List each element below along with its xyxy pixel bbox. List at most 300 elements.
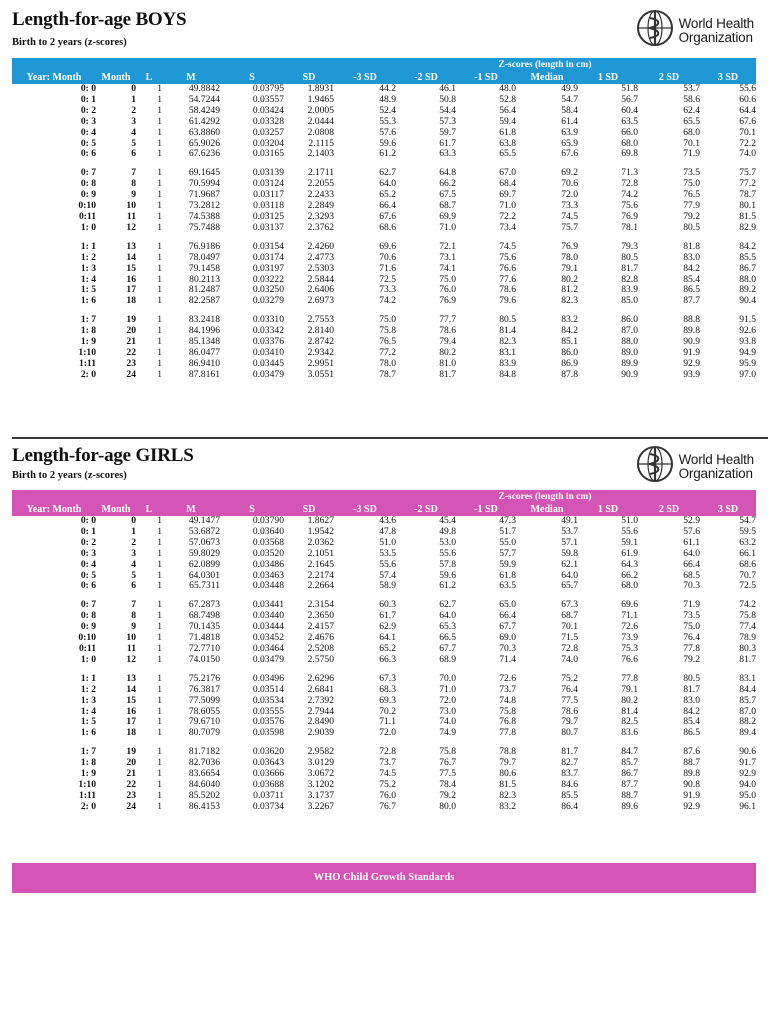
table-cell: 2.6841 bbox=[307, 683, 334, 695]
table-cell: 23 bbox=[126, 357, 136, 369]
table-cell: 1: 1 bbox=[80, 240, 96, 252]
table-cell: 0.03118 bbox=[253, 200, 284, 212]
table-cell: 18 bbox=[126, 727, 136, 739]
table-cell: 72.2 bbox=[739, 137, 756, 149]
column-header: 1 SD bbox=[578, 71, 638, 84]
column-header: 1 SD bbox=[578, 503, 638, 516]
table-cell: 81.8 bbox=[683, 240, 700, 252]
table-cell: 81.5 bbox=[739, 210, 756, 222]
table-cell: 80.7079 bbox=[188, 727, 220, 739]
table-cell: 72.0 bbox=[439, 694, 456, 706]
table-cell: 73.4 bbox=[499, 221, 516, 233]
table-cell: 74.9 bbox=[439, 727, 456, 739]
table-cell: 88.7 bbox=[621, 789, 638, 801]
table-cell: 46.1 bbox=[439, 83, 456, 94]
table-cell: 3.0672 bbox=[307, 768, 334, 780]
column-header: S bbox=[220, 71, 284, 84]
table-cell: 55.6 bbox=[739, 83, 756, 94]
table-cell: 81.4 bbox=[621, 705, 638, 717]
table-cell: 54.7 bbox=[561, 93, 578, 105]
table-cell: 67.3 bbox=[561, 599, 578, 611]
table-cell: 2.9342 bbox=[307, 346, 334, 358]
table-cell: 61.2 bbox=[439, 580, 456, 592]
table-cell: 76.7 bbox=[439, 757, 456, 769]
table-cell: 1 bbox=[157, 558, 162, 570]
table-cell: 78.0497 bbox=[188, 251, 220, 263]
table-cell: 75.7488 bbox=[188, 221, 220, 233]
table-cell: 85.7 bbox=[621, 757, 638, 769]
column-header: Month bbox=[96, 71, 136, 84]
table-row bbox=[12, 696, 756, 707]
table-cell: 71.5 bbox=[561, 632, 578, 644]
table-cell: 75.8 bbox=[739, 610, 756, 622]
table-cell: 1 bbox=[157, 178, 162, 190]
table-cell: 1 bbox=[157, 621, 162, 633]
table-cell: 49.1 bbox=[561, 515, 578, 526]
table-cell: 6 bbox=[131, 148, 136, 160]
table-cell: 87.7 bbox=[683, 295, 700, 307]
table-cell: 86.0 bbox=[621, 314, 638, 326]
table-cell: 1 bbox=[157, 368, 162, 380]
table-cell: 86.9410 bbox=[188, 357, 220, 369]
table-cell: 82.8 bbox=[621, 273, 638, 285]
table-cell: 1 bbox=[157, 93, 162, 105]
table-cell: 79.6 bbox=[499, 295, 516, 307]
table-cell: 86.4 bbox=[561, 800, 578, 812]
table-cell: 67.2873 bbox=[188, 599, 220, 611]
column-header: S bbox=[220, 503, 284, 516]
table-cell: 82.2587 bbox=[188, 295, 220, 307]
table-cell: 78.4 bbox=[439, 778, 456, 790]
table-cell: 55.6 bbox=[379, 558, 396, 570]
table-cell: 63.5 bbox=[499, 580, 516, 592]
table-cell: 13 bbox=[126, 240, 136, 252]
table-cell: 83.9 bbox=[499, 357, 516, 369]
table-cell: 1 bbox=[157, 325, 162, 337]
table-cell: 9 bbox=[131, 621, 136, 633]
table-cell: 14 bbox=[126, 251, 136, 263]
table-cell: 53.6872 bbox=[188, 525, 220, 537]
table-cell: 2.1645 bbox=[307, 558, 334, 570]
table-cell: 3.1737 bbox=[307, 789, 334, 801]
table-cell: 1: 4 bbox=[80, 273, 96, 285]
table-cell: 86.5 bbox=[683, 284, 700, 296]
table-cell: 24 bbox=[126, 800, 136, 812]
table-cell: 63.2 bbox=[739, 536, 756, 548]
table-cell: 62.7 bbox=[379, 167, 396, 179]
table-cell: 85.1348 bbox=[188, 336, 220, 348]
table-cell: 0.03620 bbox=[252, 746, 284, 758]
column-header: M bbox=[162, 503, 220, 516]
table-cell: 84.2 bbox=[683, 705, 700, 717]
table-cell: 80.2113 bbox=[189, 273, 220, 285]
table-cell: 68.3 bbox=[379, 683, 396, 695]
table-cell: 53.7 bbox=[683, 83, 700, 94]
table-cell: 72.0 bbox=[561, 189, 578, 201]
table-cell: 0.03376 bbox=[252, 336, 284, 348]
column-header: L bbox=[136, 503, 162, 516]
table-cell: 0.03463 bbox=[252, 569, 284, 581]
table-cell: 82.5 bbox=[621, 716, 638, 728]
table-cell: 3 bbox=[131, 547, 136, 559]
table-cell: 67.5 bbox=[439, 189, 456, 201]
table-cell: 2.5208 bbox=[307, 642, 334, 654]
table-cell: 1 bbox=[157, 262, 162, 274]
table-cell: 0:11 bbox=[78, 210, 96, 222]
table-cell: 2.0005 bbox=[307, 104, 334, 116]
table-cell: 1: 6 bbox=[80, 727, 96, 739]
table-cell: 22 bbox=[126, 346, 136, 358]
table-cell: 16 bbox=[126, 705, 136, 717]
table-cell: 1: 7 bbox=[80, 314, 96, 326]
column-header: 2 SD bbox=[638, 71, 700, 84]
table-cell: 78.7 bbox=[739, 189, 756, 201]
table-cell: 80.0 bbox=[439, 800, 456, 812]
table-cell: 78.6055 bbox=[188, 705, 220, 717]
table-cell: 77.9 bbox=[683, 200, 700, 212]
table-cell: 0.03139 bbox=[252, 167, 284, 179]
table-cell: 62.9 bbox=[379, 621, 396, 633]
table-cell: 1: 9 bbox=[80, 768, 96, 780]
table-cell: 75.6 bbox=[499, 251, 516, 263]
table-cell: 17 bbox=[126, 716, 136, 728]
table-cell: 59.8 bbox=[561, 547, 578, 559]
table-cell: 0:10 bbox=[78, 632, 96, 644]
table-cell: 0.03486 bbox=[252, 558, 284, 570]
table-cell: 0.03137 bbox=[252, 221, 284, 233]
boys-section bbox=[0, 0, 768, 440]
table-cell: 1.9465 bbox=[307, 93, 334, 105]
table-cell: 2.0444 bbox=[307, 115, 334, 127]
table-cell: 0.03790 bbox=[252, 515, 284, 526]
table-cell: 49.8842 bbox=[188, 83, 220, 94]
table-cell: 80.3 bbox=[739, 642, 756, 654]
table-cell: 59.4 bbox=[499, 115, 516, 127]
table-cell: 76.0 bbox=[439, 284, 456, 296]
table-cell: 83.7 bbox=[561, 768, 578, 780]
table-cell: 87.0 bbox=[739, 705, 756, 717]
table-cell: 65.5 bbox=[499, 148, 516, 160]
table-cell: 72.2 bbox=[499, 210, 516, 222]
table-cell: 1: 4 bbox=[80, 705, 96, 717]
table-cell: 1: 7 bbox=[80, 746, 96, 758]
table-row bbox=[12, 253, 756, 264]
table-cell: 77.5 bbox=[439, 768, 456, 780]
table-cell: 85.1 bbox=[561, 336, 578, 348]
table-cell: 75.8 bbox=[439, 746, 456, 758]
table-cell: 85.0 bbox=[621, 295, 638, 307]
table-cell: 69.7 bbox=[499, 189, 516, 201]
table-cell: 69.6 bbox=[379, 240, 396, 252]
table-cell: 8 bbox=[131, 610, 136, 622]
table-cell: 81.7 bbox=[439, 368, 456, 380]
table-cell: 1 bbox=[157, 137, 162, 149]
table-cell: 2.8140 bbox=[307, 325, 334, 337]
table-cell: 81.7 bbox=[739, 653, 756, 665]
table-cell: 92.9 bbox=[683, 357, 700, 369]
table-cell: 73.3 bbox=[561, 200, 578, 212]
table-cell: 0.03452 bbox=[252, 632, 284, 644]
table-cell: 1 bbox=[157, 694, 162, 706]
table-cell: 82.3 bbox=[499, 336, 516, 348]
table-cell: 8 bbox=[131, 178, 136, 190]
who-emblem-icon bbox=[635, 444, 675, 489]
table-cell: 1 bbox=[157, 778, 162, 790]
table-cell: 1: 5 bbox=[80, 716, 96, 728]
table-cell: 2.5750 bbox=[307, 653, 334, 665]
table-cell: 2.7553 bbox=[307, 314, 334, 326]
who-logo bbox=[635, 444, 754, 489]
table-cell: 7 bbox=[131, 599, 136, 611]
table-cell: 79.7 bbox=[499, 757, 516, 769]
table-cell: 11 bbox=[126, 210, 136, 222]
table-cell: 90.9 bbox=[621, 368, 638, 380]
table-cell: 2: 0 bbox=[80, 800, 96, 812]
table-cell: 0.03441 bbox=[252, 599, 284, 611]
table-cell: 86.4153 bbox=[188, 800, 220, 812]
table-cell: 54.7244 bbox=[188, 93, 220, 105]
boys-subtitle: Birth to 2 years (z-scores) bbox=[12, 37, 127, 48]
column-header: M bbox=[162, 71, 220, 84]
table-cell: 1 bbox=[157, 336, 162, 348]
table-cell: 0: 8 bbox=[80, 178, 96, 190]
table-cell: 81.4 bbox=[499, 325, 516, 337]
table-cell: 56.4 bbox=[499, 104, 516, 116]
table-cell: 12 bbox=[126, 653, 136, 665]
table-cell: 1: 0 bbox=[80, 221, 96, 233]
table-cell: 78.8 bbox=[499, 746, 516, 758]
table-cell: 1 bbox=[157, 200, 162, 212]
table-cell: 0.03568 bbox=[252, 536, 284, 548]
table-cell: 65.3 bbox=[439, 621, 456, 633]
table-cell: 0:11 bbox=[78, 642, 96, 654]
table-cell: 20 bbox=[126, 757, 136, 769]
table-cell: 1:10 bbox=[78, 346, 96, 358]
table-cell: 69.9 bbox=[439, 210, 456, 222]
table-cell: 84.6 bbox=[561, 778, 578, 790]
table-cell: 77.8 bbox=[621, 672, 638, 684]
table-cell: 1: 5 bbox=[80, 284, 96, 296]
table-cell: 1 bbox=[157, 251, 162, 263]
table-cell: 70.0 bbox=[439, 672, 456, 684]
table-cell: 0.03117 bbox=[253, 189, 284, 201]
table-cell: 51.8 bbox=[621, 83, 638, 94]
table-cell: 88.7 bbox=[683, 757, 700, 769]
table-cell: 1 bbox=[157, 727, 162, 739]
table-cell: 0.03643 bbox=[252, 757, 284, 769]
table-cell: 2.6973 bbox=[307, 295, 334, 307]
table-cell: 43.6 bbox=[379, 515, 396, 526]
table-cell: 61.9 bbox=[621, 547, 638, 559]
table-cell: 56.7 bbox=[621, 93, 638, 105]
table-cell: 95.0 bbox=[739, 789, 756, 801]
table-cell: 74.0 bbox=[561, 653, 578, 665]
table-cell: 74.2 bbox=[739, 599, 756, 611]
table-cell: 0.03410 bbox=[252, 346, 284, 358]
table-cell: 72.6 bbox=[499, 672, 516, 684]
table-cell: 81.7 bbox=[561, 746, 578, 758]
table-cell: 2.1711 bbox=[307, 167, 334, 179]
table-cell: 47.8 bbox=[379, 525, 396, 537]
table-cell: 61.4 bbox=[561, 115, 578, 127]
table-cell: 88.2 bbox=[739, 716, 756, 728]
table-cell: 83.1 bbox=[739, 672, 756, 684]
table-cell: 2.5303 bbox=[307, 262, 334, 274]
table-cell: 1: 2 bbox=[80, 683, 96, 695]
table-cell: 77.7 bbox=[439, 314, 456, 326]
table-cell: 2.1115 bbox=[308, 137, 334, 149]
table-cell: 21 bbox=[126, 768, 136, 780]
table-cell: 2.4773 bbox=[307, 251, 334, 263]
table-cell: 3.0129 bbox=[307, 757, 334, 769]
table-cell: 2: 0 bbox=[80, 368, 96, 380]
table-cell: 1 bbox=[157, 653, 162, 665]
girls-subtitle: Birth to 2 years (z-scores) bbox=[12, 470, 127, 481]
table-cell: 0: 0 bbox=[80, 515, 96, 526]
table-cell: 79.2 bbox=[683, 653, 700, 665]
table-cell: 75.8 bbox=[499, 705, 516, 717]
table-cell: 74.8 bbox=[499, 694, 516, 706]
table-cell: 1 bbox=[157, 167, 162, 179]
table-cell: 68.0 bbox=[683, 126, 700, 138]
table-cell: 84.2 bbox=[561, 325, 578, 337]
table-cell: 87.8161 bbox=[188, 368, 220, 380]
table-cell: 79.1 bbox=[621, 683, 638, 695]
table-cell: 0.03279 bbox=[252, 295, 284, 307]
table-cell: 84.1996 bbox=[188, 325, 220, 337]
table-cell: 1 bbox=[157, 273, 162, 285]
table-cell: 76.5 bbox=[683, 189, 700, 201]
table-cell: 1: 3 bbox=[80, 694, 96, 706]
table-cell: 20 bbox=[126, 325, 136, 337]
table-cell: 83.0 bbox=[683, 694, 700, 706]
table-cell: 1 bbox=[157, 672, 162, 684]
column-header: 3 SD bbox=[700, 503, 756, 516]
table-cell: 0: 5 bbox=[80, 569, 96, 581]
table-cell: 76.3817 bbox=[188, 683, 220, 695]
table-cell: 87.6 bbox=[683, 746, 700, 758]
table-cell: 0.03496 bbox=[252, 672, 284, 684]
who-name-line2: Organization bbox=[678, 465, 753, 481]
table-cell: 2.9951 bbox=[307, 357, 334, 369]
table-cell: 58.4 bbox=[561, 104, 578, 116]
table-cell: 79.1 bbox=[561, 262, 578, 274]
table-cell: 84.2 bbox=[683, 262, 700, 274]
table-row bbox=[12, 655, 756, 666]
table-row bbox=[12, 149, 756, 160]
table-cell: 0.03688 bbox=[252, 778, 284, 790]
table-cell: 12 bbox=[126, 221, 136, 233]
table-cell: 78.6 bbox=[439, 325, 456, 337]
column-header: SD bbox=[284, 71, 334, 84]
table-cell: 63.8 bbox=[499, 137, 516, 149]
table-cell: 64.4 bbox=[739, 104, 756, 116]
table-cell: 75.3 bbox=[621, 642, 638, 654]
table-cell: 1 bbox=[157, 800, 162, 812]
table-cell: 97.0 bbox=[739, 368, 756, 380]
table-cell: 62.0899 bbox=[188, 558, 220, 570]
table-cell: 83.1 bbox=[499, 346, 516, 358]
table-cell: 72.8 bbox=[621, 178, 638, 190]
table-cell: 0.03250 bbox=[252, 284, 284, 296]
table-cell: 96.1 bbox=[739, 800, 756, 812]
table-cell: 70.6 bbox=[561, 178, 578, 190]
table-cell: 0.03222 bbox=[252, 273, 284, 285]
table-cell: 2.3762 bbox=[307, 221, 334, 233]
table-cell: 1: 0 bbox=[80, 653, 96, 665]
table-cell: 1:11 bbox=[78, 357, 96, 369]
table-cell: 77.4 bbox=[739, 621, 756, 633]
table-cell: 57.4 bbox=[379, 569, 396, 581]
table-cell: 3.2267 bbox=[307, 800, 334, 812]
who-name-line1: World Health bbox=[678, 15, 754, 31]
table-cell: 80.5 bbox=[621, 251, 638, 263]
table-cell: 52.4 bbox=[379, 104, 396, 116]
table-cell: 66.4 bbox=[499, 610, 516, 622]
girls-section bbox=[0, 440, 768, 1024]
table-cell: 78.0 bbox=[561, 251, 578, 263]
table-cell: 68.0 bbox=[621, 580, 638, 592]
table-cell: 83.9 bbox=[621, 284, 638, 296]
column-header: Year: Month bbox=[12, 71, 96, 84]
table-cell: 53.0 bbox=[439, 536, 456, 548]
table-cell: 1 bbox=[157, 284, 162, 296]
table-cell: 66.3 bbox=[379, 653, 396, 665]
table-cell: 83.2 bbox=[561, 314, 578, 326]
table-cell: 0.03534 bbox=[252, 694, 284, 706]
table-cell: 77.6 bbox=[499, 273, 516, 285]
table-cell: 79.2 bbox=[683, 210, 700, 222]
table-cell: 61.4292 bbox=[188, 115, 220, 127]
table-cell: 60.3 bbox=[379, 599, 396, 611]
table-cell: 77.5 bbox=[561, 694, 578, 706]
table-cell: 0: 0 bbox=[80, 83, 96, 94]
column-header: L bbox=[136, 71, 162, 84]
table-cell: 87.0 bbox=[621, 325, 638, 337]
table-cell: 48.9 bbox=[379, 93, 396, 105]
table-cell: 5 bbox=[131, 569, 136, 581]
table-cell: 61.8 bbox=[499, 569, 516, 581]
table-cell: 74.2 bbox=[621, 189, 638, 201]
table-cell: 89.4 bbox=[739, 727, 756, 739]
table-cell: 73.3 bbox=[379, 284, 396, 296]
table-cell: 54.4 bbox=[439, 104, 456, 116]
table-cell: 67.6 bbox=[561, 148, 578, 160]
table-cell: 0.03557 bbox=[252, 93, 284, 105]
table-cell: 82.3 bbox=[499, 789, 516, 801]
table-cell: 91.7 bbox=[739, 757, 756, 769]
table-row bbox=[12, 264, 756, 275]
table-cell: 95.9 bbox=[739, 357, 756, 369]
table-cell: 74.0150 bbox=[188, 653, 220, 665]
table-cell: 2.6406 bbox=[307, 284, 334, 296]
table-cell: 53.7 bbox=[561, 525, 578, 537]
table-row bbox=[12, 117, 756, 128]
table-cell: 69.6 bbox=[621, 599, 638, 611]
table-cell: 1 bbox=[157, 148, 162, 160]
girls-title: Length-for-age GIRLS bbox=[12, 445, 194, 466]
table-cell: 0 bbox=[131, 83, 136, 94]
table-cell: 72.0 bbox=[379, 727, 396, 739]
table-cell: 93.9 bbox=[683, 368, 700, 380]
table-cell: 76.9 bbox=[439, 295, 456, 307]
table-cell: 77.5099 bbox=[188, 694, 220, 706]
table-cell: 0: 1 bbox=[80, 93, 96, 105]
who-emblem-icon bbox=[635, 8, 675, 53]
table-cell: 80.6 bbox=[499, 768, 516, 780]
table-cell: 52.8 bbox=[499, 93, 516, 105]
table-cell: 81.7 bbox=[621, 262, 638, 274]
